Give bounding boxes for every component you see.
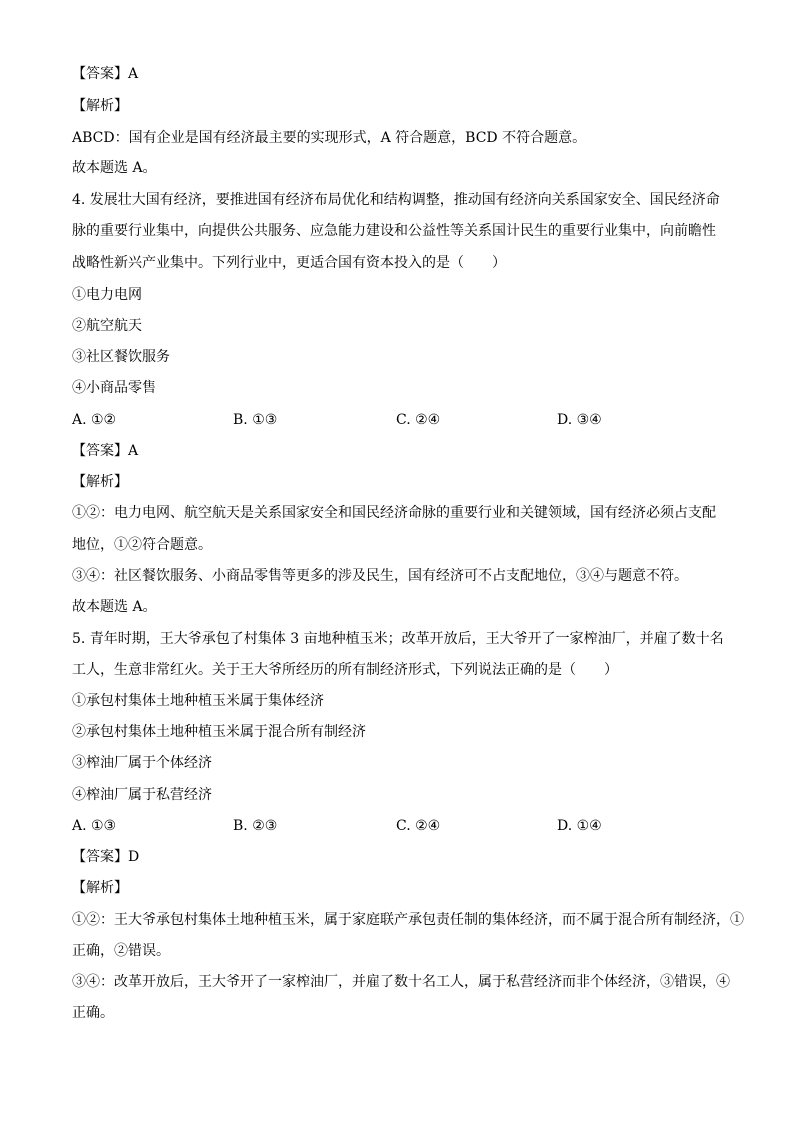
question-4-item: ④小商品零售 [72, 380, 156, 396]
analysis-text: ③④：社区餐饮服务、小商品零售等更多的涉及民生，国有经济可不占支配地位，③④与题意不符。 [72, 568, 688, 584]
analysis-label: 【解析】 [72, 98, 128, 114]
answer-label: 【答案】A [72, 66, 139, 82]
question-5-item: ④榨油厂属于私营经济 [72, 787, 212, 803]
analysis-text: ①②：王大爷承包村集体土地种植玉米，属于家庭联产承包责任制的集体经济，而不属于混合所有制经济，① [72, 912, 744, 928]
analysis-label: 【解析】 [72, 474, 128, 490]
question-5-item: ②承包村集体土地种植玉米属于混合所有制经济 [72, 724, 366, 740]
answer-label: 【答案】D [72, 849, 140, 865]
question-5-item: ③榨油厂属于个体经济 [72, 755, 212, 771]
option-c: C. ②④ [396, 818, 441, 834]
analysis-text: ③④：改革开放后，王大爷开了一家榨油厂，并雇了数十名工人，属于私营经济而非个体经济，③错误，④ [72, 974, 730, 990]
conclusion-text: 故本题选 A。 [72, 599, 157, 615]
question-5-options [72, 816, 692, 836]
analysis-text: ①②：电力电网、航空航天是关系国家安全和国民经济命脉的重要行业和关键领域，国有经济必须占支配 [72, 505, 716, 521]
question-5-stem: 5. 青年时期，王大爷承包了村集体 3 亩地种植玉米；改革开放后，王大爷开了一家榨油厂，并雇了数十名 [72, 631, 724, 647]
question-4-item: ①电力电网 [72, 287, 142, 303]
option-d: D. ①④ [557, 818, 602, 834]
analysis-text: 正确，②错误。 [72, 943, 170, 959]
option-c: C. ②④ [396, 412, 441, 428]
question-5-item: ①承包村集体土地种植玉米属于集体经济 [72, 693, 324, 709]
analysis-text: 正确。 [72, 1005, 114, 1021]
analysis-text: 地位，①②符合题意。 [72, 537, 212, 553]
analysis-text: ABCD：国有企业是国有经济最主要的实现形式，A 符合题意，BCD 不符合题意。 [72, 130, 587, 146]
question-4-options [72, 410, 692, 430]
question-4-item: ③社区餐饮服务 [72, 349, 170, 365]
question-4-item: ②航空航天 [72, 318, 142, 334]
option-d: D. ③④ [557, 412, 602, 428]
option-b: B. ②③ [233, 818, 278, 834]
question-4-stem: 战略性新兴产业集中。下列行业中，更适合国有资本投入的是（ ） [72, 255, 506, 271]
question-5-stem: 工人，生意非常红火。关于王大爷所经历的所有制经济形式，下列说法正确的是（ ） [72, 662, 618, 678]
question-4-stem: 4. 发展壮大国有经济，要推进国有经济布局优化和结构调整，推动国有经济向关系国家安全、国民经济命 [72, 192, 720, 208]
answer-label: 【答案】A [72, 443, 139, 459]
question-4-stem: 脉的重要行业集中，向提供公共服务、应急能力建设和公益性等关系国计民生的重要行业集中，向前瞻性 [72, 223, 716, 239]
conclusion-text: 故本题选 A。 [72, 160, 157, 176]
option-b: B. ①③ [233, 412, 278, 428]
option-a: A. ①③ [72, 818, 117, 834]
analysis-label: 【解析】 [72, 880, 128, 896]
option-a: A. ①② [72, 412, 117, 428]
